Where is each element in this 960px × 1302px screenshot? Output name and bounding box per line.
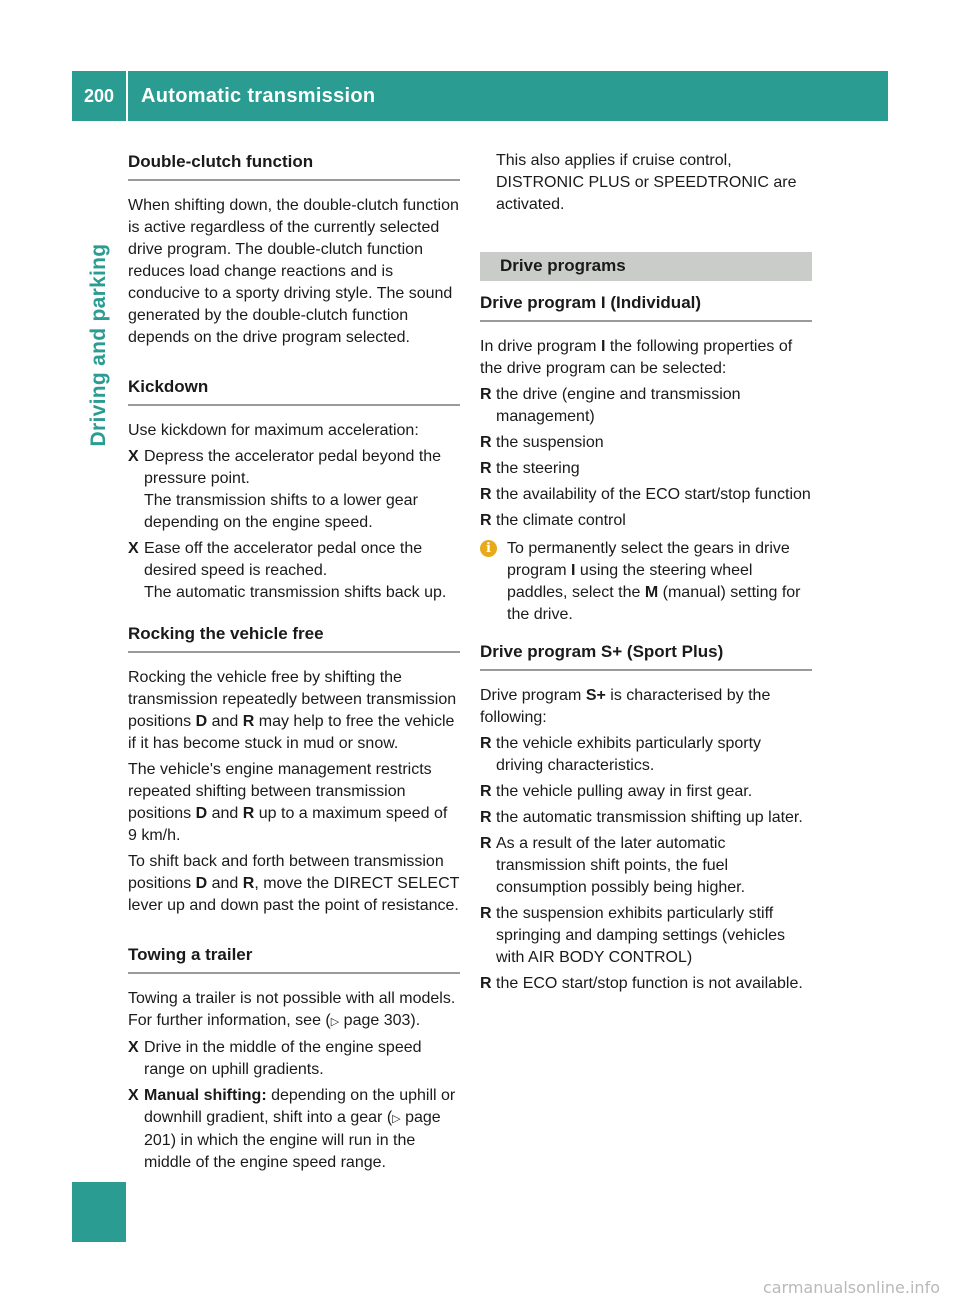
heading-double-clutch: Double-clutch function bbox=[128, 150, 460, 181]
list-item: R the suspension bbox=[480, 432, 812, 454]
chapter-title: Automatic transmission bbox=[141, 84, 376, 107]
step-label: Manual shifting: bbox=[144, 1087, 267, 1104]
paragraph-towing-intro: Towing a trailer is not possible with all models. For further information, see (▷ page 303). bbox=[128, 990, 456, 1029]
step-arrow-icon: X bbox=[128, 1039, 139, 1056]
bullet-icon: R bbox=[480, 905, 492, 922]
section-side-label: Driving and parking bbox=[87, 243, 110, 447]
page-number: 200 bbox=[83, 85, 115, 106]
step-arrow-icon: X bbox=[128, 540, 139, 557]
heading-kickdown: Kickdown bbox=[128, 375, 460, 406]
paragraph-individual-intro: In drive program I the following properties of the drive program can be selected: bbox=[480, 338, 793, 377]
bullet-icon: R bbox=[480, 735, 492, 752]
bullet-icon: R bbox=[480, 835, 492, 852]
bullet-icon: R bbox=[480, 975, 492, 992]
step-text: Drive in the middle of the engine speed range on uphill gradients. bbox=[144, 1039, 422, 1078]
page-ref-icon: ▷ bbox=[330, 1016, 340, 1028]
info-icon: i bbox=[480, 540, 497, 557]
left-column bbox=[128, 150, 460, 1178]
header-divider bbox=[126, 71, 128, 121]
paragraph-sport-plus-intro: Drive program S+ is characterised by the following: bbox=[480, 687, 771, 726]
page-reference-link[interactable]: page 201 bbox=[144, 1109, 441, 1149]
step-item bbox=[128, 1037, 460, 1081]
info-note: i To permanently select the gears in drive program I using the steering wheel paddles, select the M (manual) setting for the drive. bbox=[480, 538, 812, 626]
list-item: R the availability of the ECO start/stop function bbox=[480, 484, 812, 506]
right-column bbox=[480, 150, 812, 999]
bullet-icon: R bbox=[480, 783, 492, 800]
list-item: R the automatic transmission shifting up later. bbox=[480, 807, 812, 829]
bullet-icon: R bbox=[480, 434, 492, 451]
step-text: Depress the accelerator pedal beyond the pressure point. bbox=[144, 448, 442, 487]
list-item: R the climate control bbox=[480, 510, 812, 532]
list-item: R the ECO start/stop function is not available. bbox=[480, 973, 812, 995]
watermark: carmanualsonline.info bbox=[762, 1278, 940, 1297]
step-result: The automatic transmission shifts back up. bbox=[144, 584, 447, 601]
step-text: Ease off the accelerator pedal once the desired speed is reached. bbox=[144, 540, 423, 579]
list-item: R the vehicle exhibits particularly sporty driving characteristics. bbox=[480, 735, 762, 774]
bullet-icon: R bbox=[480, 512, 492, 529]
paragraph-rocking-3: To shift back and forth between transmission positions D and R, move the DIRECT SELECT lever up and down past the point of resistance. bbox=[128, 853, 460, 914]
paragraph-kickdown-intro: Use kickdown for maximum acceleration: bbox=[128, 422, 419, 439]
section-title-drive-programs: Drive programs bbox=[480, 252, 812, 281]
bullet-icon: R bbox=[480, 460, 492, 477]
paragraph-continued: This also applies if cruise control, DISTRONIC PLUS or SPEEDTRONIC are activated. bbox=[496, 152, 797, 213]
bullet-icon: R bbox=[480, 386, 492, 403]
heading-individual: Drive program I (Individual) bbox=[480, 291, 812, 322]
step-result: The transmission shifts to a lower gear depending on the engine speed. bbox=[144, 492, 418, 531]
list-item: R As a result of the later automatic transmission shift points, the fuel consumption possibly being higher. bbox=[480, 835, 746, 896]
bullet-icon: R bbox=[480, 809, 492, 826]
step-item bbox=[128, 538, 460, 604]
paragraph-double-clutch: When shifting down, the double-clutch function is active regardless of the currently selected drive program. The double-clutch function reduces load change reactions and is conducive to a sporty driving style. The sound generated by the double-clutch function depends on the drive program selected. bbox=[128, 197, 459, 346]
heading-sport-plus: Drive program S+ (Sport Plus) bbox=[480, 640, 812, 671]
list-item: R the vehicle pulling away in first gear. bbox=[480, 781, 812, 803]
step-arrow-icon: X bbox=[128, 448, 139, 465]
page-reference-link[interactable]: page 303 bbox=[343, 1012, 411, 1029]
paragraph-rocking-2: The vehicle's engine management restricts repeated shifting between transmission positions D and R up to a maximum speed of 9 km/h. bbox=[128, 761, 448, 844]
heading-rocking: Rocking the vehicle free bbox=[128, 622, 460, 653]
heading-towing: Towing a trailer bbox=[128, 943, 460, 974]
step-item bbox=[128, 446, 460, 534]
paragraph-rocking-1: Rocking the vehicle free by shifting the transmission repeatedly between transmission positions D and R may help to free the vehicle if it has become stuck in mud or snow. bbox=[128, 669, 457, 752]
list-item: R the drive (engine and transmission management) bbox=[480, 386, 741, 425]
page-ref-icon: ▷ bbox=[392, 1113, 401, 1125]
side-tab-marker bbox=[72, 1182, 126, 1242]
bullet-icon: R bbox=[480, 486, 492, 503]
step-item: X Manual shifting: depending on the uphill or downhill gradient, shift into a gear (▷ page 201) in which the engine will run in the middle of the engine speed range. bbox=[128, 1087, 456, 1171]
list-item: R the steering bbox=[480, 458, 812, 480]
step-arrow-icon: X bbox=[128, 1087, 139, 1104]
list-item: R the suspension exhibits particularly stiff springing and damping settings (vehicles with AIR BODY CONTROL) bbox=[480, 905, 786, 966]
